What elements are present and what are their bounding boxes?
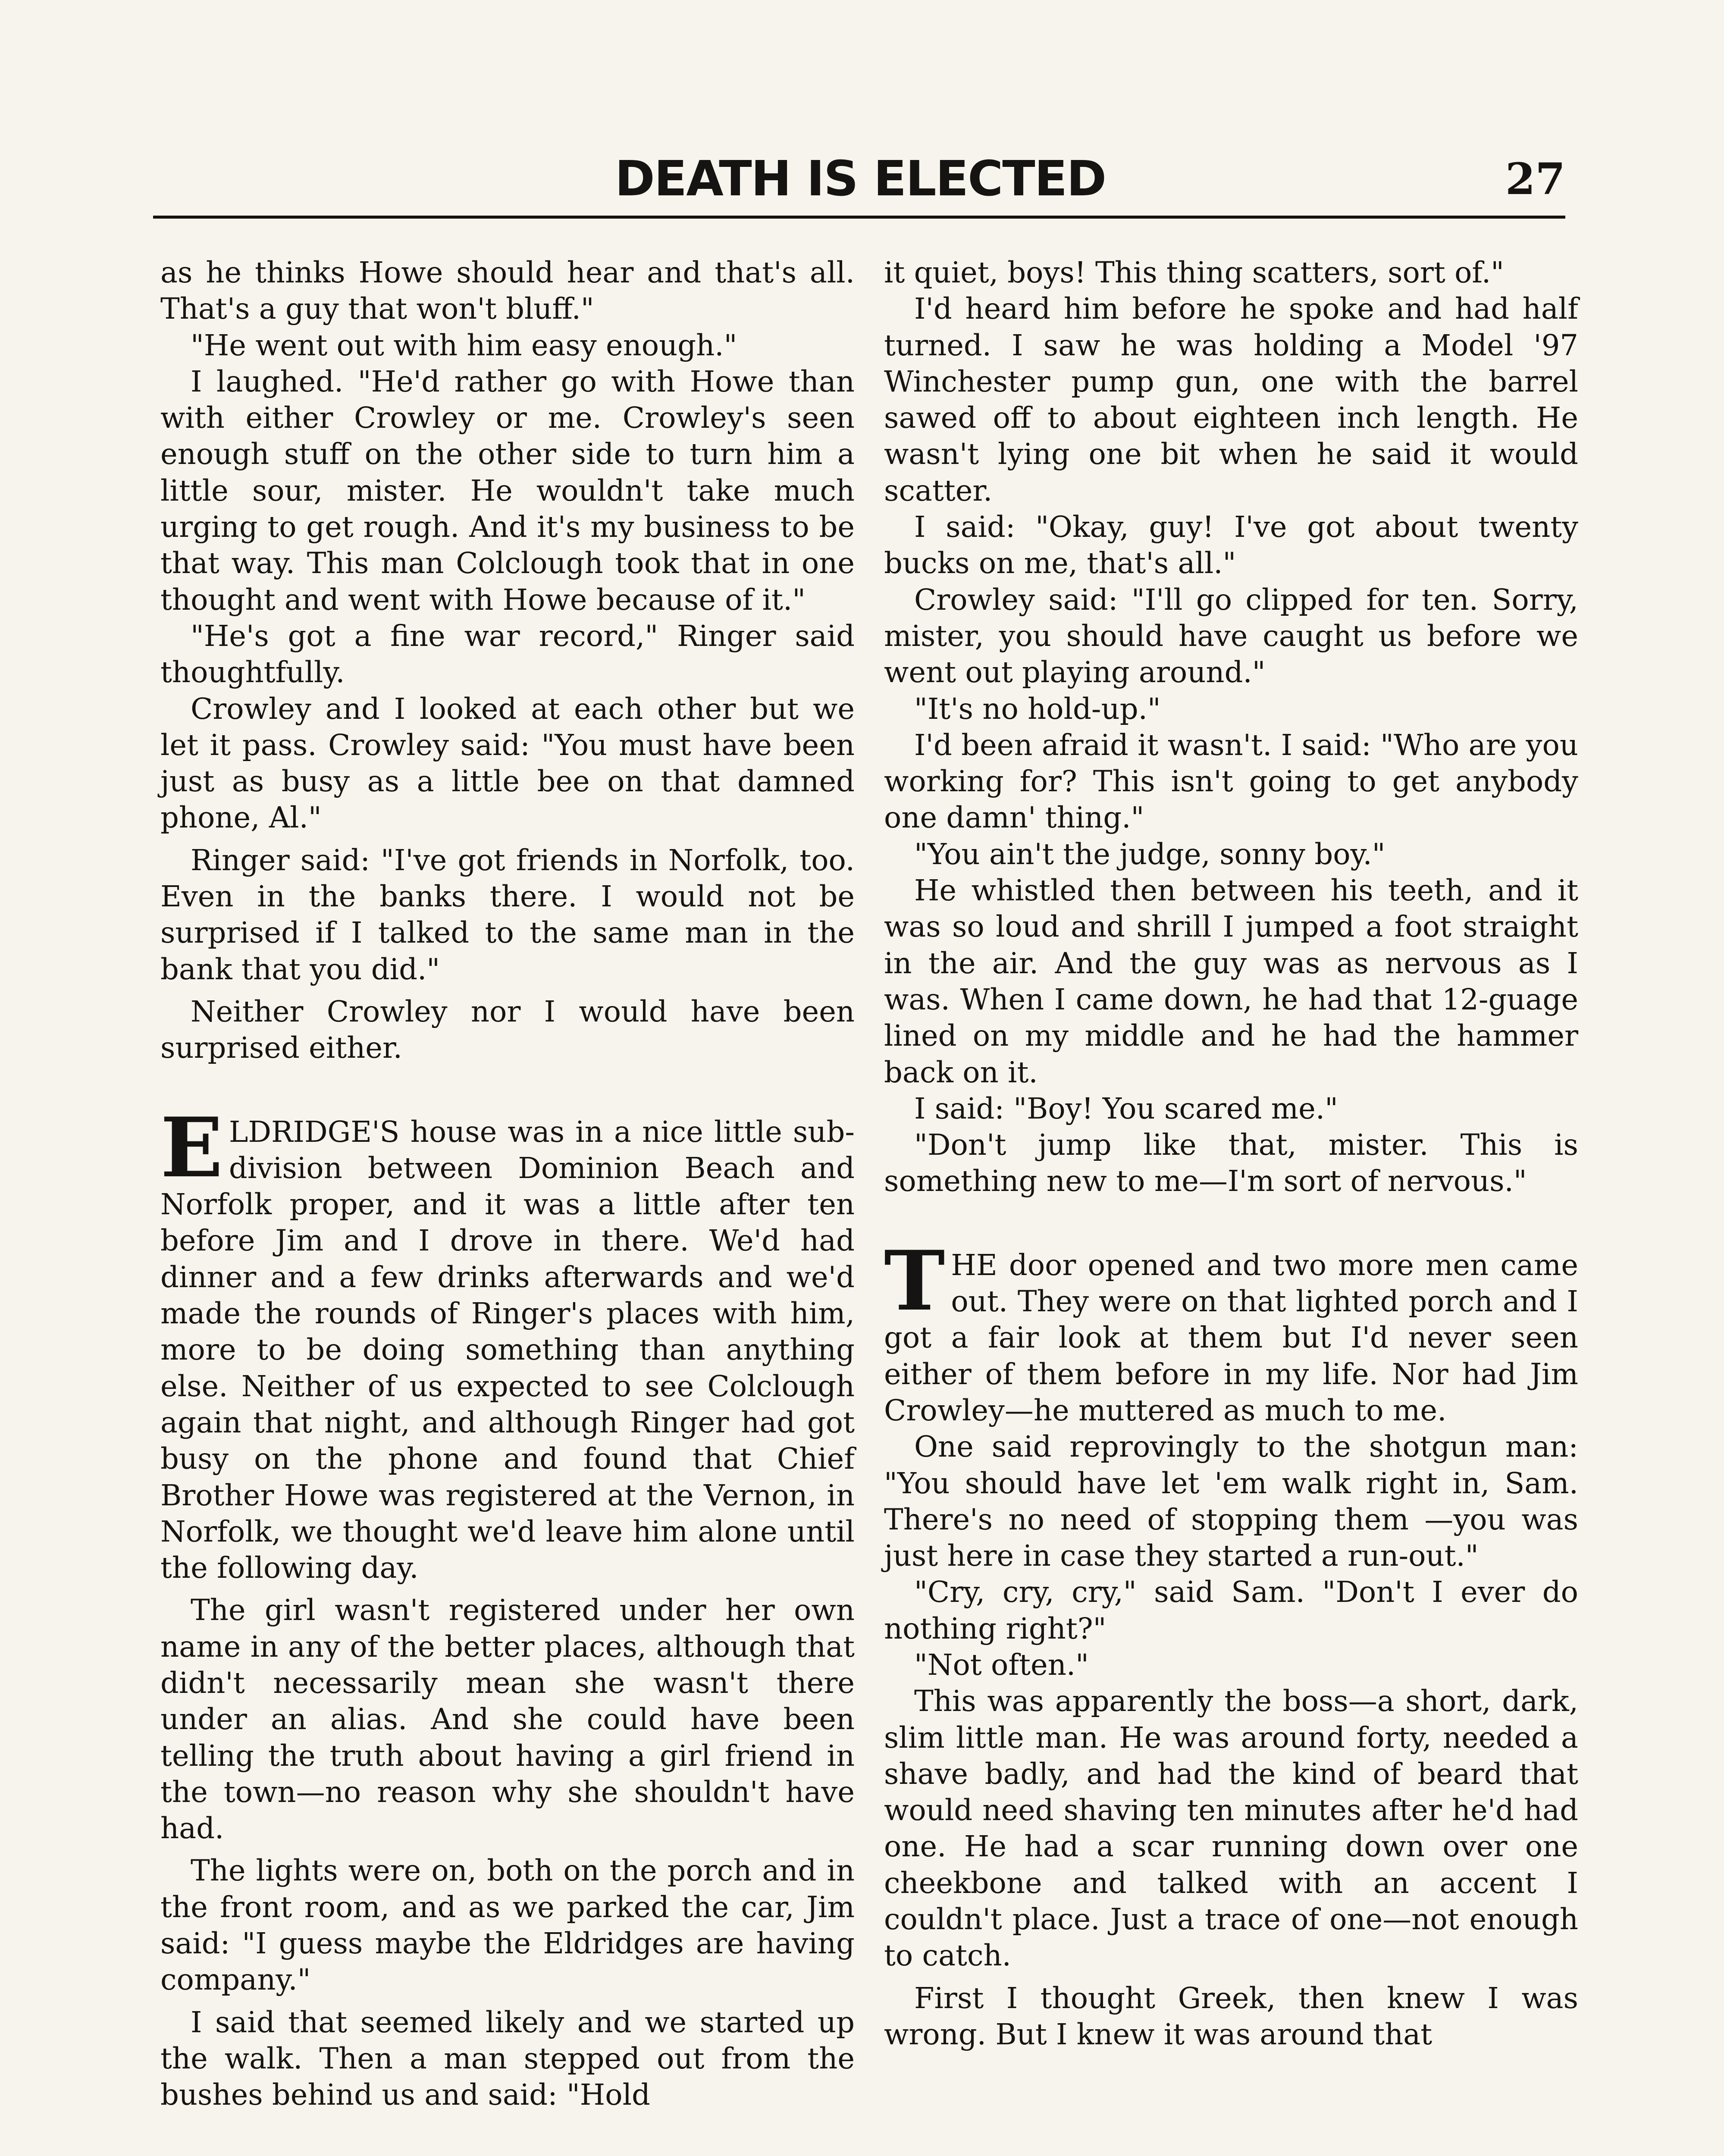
section-opening-text: HE door opened and two more men came out. They were on that lighted porch and I got a fair look at them but I'd never seen either of them before in my life. Nor had Jim Crowley—he muttered as much to me. bbox=[884, 1248, 1578, 1427]
page-header bbox=[155, 147, 1565, 216]
paragraph: I laughed. "He'd rather go with Howe than with either Crowley or me. Crowley's seen enough stuff on the other side to turn him a little sour, mister. He wouldn't take much urging to get rough. And it's my business to be that way. This man Colclough took that in one thought and went with Howe because of it." bbox=[160, 364, 855, 617]
section-opening-text: LDRIDGE'S house was in a nice little sub-division between Dominion Beach and Norfolk proper, and it was a little after ten before Jim and I drove in there. We'd had dinner and a few drinks afterwards and we'd made the rounds of Ringer's places with him, more to be doing something than anything else. Neither of us expected to see Colclough again that night, and although Ringer had got busy on the phone and found that Chief Brother Howe was registered at the Vernon, in Norfolk, we thought we'd leave him alone until the following day. bbox=[160, 1115, 855, 1585]
running-title: DEATH IS ELECTED bbox=[614, 151, 1106, 207]
paragraph: "He went out with him easy enough." bbox=[191, 328, 737, 362]
paragraph: First I thought Greek, then knew I was wrong. But I knew it was around that bbox=[884, 1981, 1578, 2051]
paragraph: Ringer said: "I've got friends in Norfolk, too. Even in the banks there. I would not be surprised if I talked to the same man in the bank that you did." bbox=[160, 843, 855, 986]
right-column bbox=[884, 254, 1578, 2156]
drop-cap: E bbox=[160, 1099, 223, 1196]
paragraph: it quiet, boys! This thing scatters, sort of." bbox=[884, 256, 1504, 289]
paragraph: He whistled then between his teeth, and it was so loud and shrill I jumped a foot straight in the air. And the guy was as nervous as I was. When I came down, he had that 12-guage lined on my middle and he had the hammer back on it. bbox=[884, 874, 1578, 1089]
paragraph: I'd heard him before he spoke and had half turned. I saw he was holding a Model '97 Winchester pump gun, one with the barrel sawed off to about eighteen inch length. He wasn't lying one bit when he said it would scatter. bbox=[884, 292, 1578, 508]
paragraph: I said: "Okay, guy! I've got about twenty bucks on me, that's all." bbox=[884, 510, 1578, 580]
paragraph: Crowley and I looked at each other but we let it pass. Crowley said: "You must have been just as busy as a little bee on that damned phone, Al." bbox=[160, 692, 855, 835]
paragraph: "You ain't the judge, sonny boy." bbox=[914, 837, 1385, 871]
paragraph: "Don't jump like that, mister. This is something new to me—I'm sort of nervous." bbox=[884, 1128, 1578, 1198]
paragraph: I said: "Boy! You scared me." bbox=[914, 1091, 1338, 1125]
paragraph: The lights were on, both on the porch and in the front room, and as we parked the car, Jim said: "I guess maybe the Eldridges are having company." bbox=[160, 1854, 855, 1997]
paragraph: as he thinks Howe should hear and that's all. That's a guy that won't bluff." bbox=[160, 256, 855, 326]
paragraph: I'd been afraid it wasn't. I said: "Who are you working for? This isn't going to get anybody one damn' thing." bbox=[884, 728, 1578, 835]
left-column bbox=[160, 254, 855, 2156]
page-number: 27 bbox=[1505, 154, 1565, 204]
paragraph: One said reprovingly to the shotgun man: "You should have let 'em walk right in, Sam. There's no need of stopping them —you was just here in case they started a run-out." bbox=[884, 1430, 1578, 1573]
section-opening-paragraph bbox=[160, 1099, 855, 1586]
drop-cap: T bbox=[884, 1232, 945, 1329]
paragraph: "Not often." bbox=[914, 1648, 1089, 1682]
paragraph: "He's got a fine war record," Ringer said thoughtfully. bbox=[160, 619, 855, 689]
paragraph: This was apparently the boss—a short, dark, slim little man. He was around forty, needed a shave badly, and had the kind of beard that would need shaving ten minutes after he'd had one. He had a scar running down over one cheekbone and talked with an accent I couldn't place. Just a trace of one—not enough to catch. bbox=[884, 1684, 1578, 1973]
paragraph: "Cry, cry, cry," said Sam. "Don't I ever do nothing right?" bbox=[884, 1575, 1578, 1645]
paragraph: Neither Crowley nor I would have been surprised either. bbox=[160, 994, 855, 1065]
header-rule bbox=[153, 216, 1565, 219]
paragraph: I said that seemed likely and we started up the walk. Then a man stepped out from the bushes behind us and said: "Hold bbox=[160, 2005, 855, 2112]
paragraph: The girl wasn't registered under her own name in any of the better places, although that didn't necessarily mean she wasn't there under an alias. And she could have been telling the truth about having a girl friend in the town—no reason why she shouldn't have had. bbox=[160, 1593, 855, 1846]
section-opening-paragraph bbox=[884, 1232, 1578, 1429]
paragraph: Crowley said: "I'll go clipped for ten. Sorry, mister, you should have caught us before we went out playing around." bbox=[884, 583, 1578, 689]
paragraph: "It's no hold-up." bbox=[914, 692, 1161, 726]
